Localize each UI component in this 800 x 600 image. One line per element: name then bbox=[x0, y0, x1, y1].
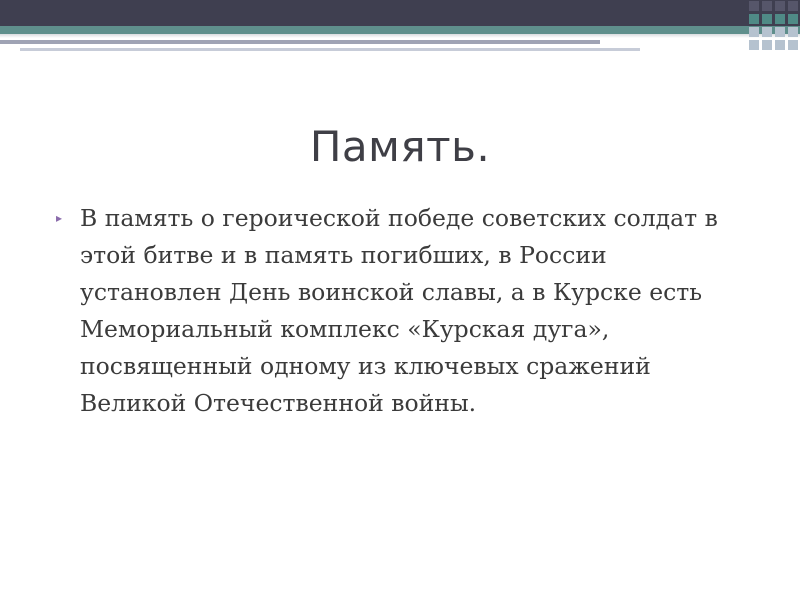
header-band-shadow bbox=[0, 34, 800, 38]
triangle-bullet-icon: ▸ bbox=[56, 211, 63, 225]
bullet-list bbox=[56, 200, 746, 422]
bullet-text: В память о героической победе советских солдат в этой битве и в память погибших, в России установлен День воинской славы, а в Курске есть Мемориальный комплекс «Курская дуга», посвященный одному из ключевых сражений Великой Отечественной войны. bbox=[80, 204, 718, 417]
corner-decoration bbox=[742, 0, 800, 55]
header-band-light bbox=[0, 40, 600, 44]
header-band-light-short bbox=[20, 48, 640, 51]
header-band-dark bbox=[0, 0, 800, 26]
header-band-teal bbox=[0, 26, 800, 34]
slide-title: Память. bbox=[309, 122, 491, 171]
